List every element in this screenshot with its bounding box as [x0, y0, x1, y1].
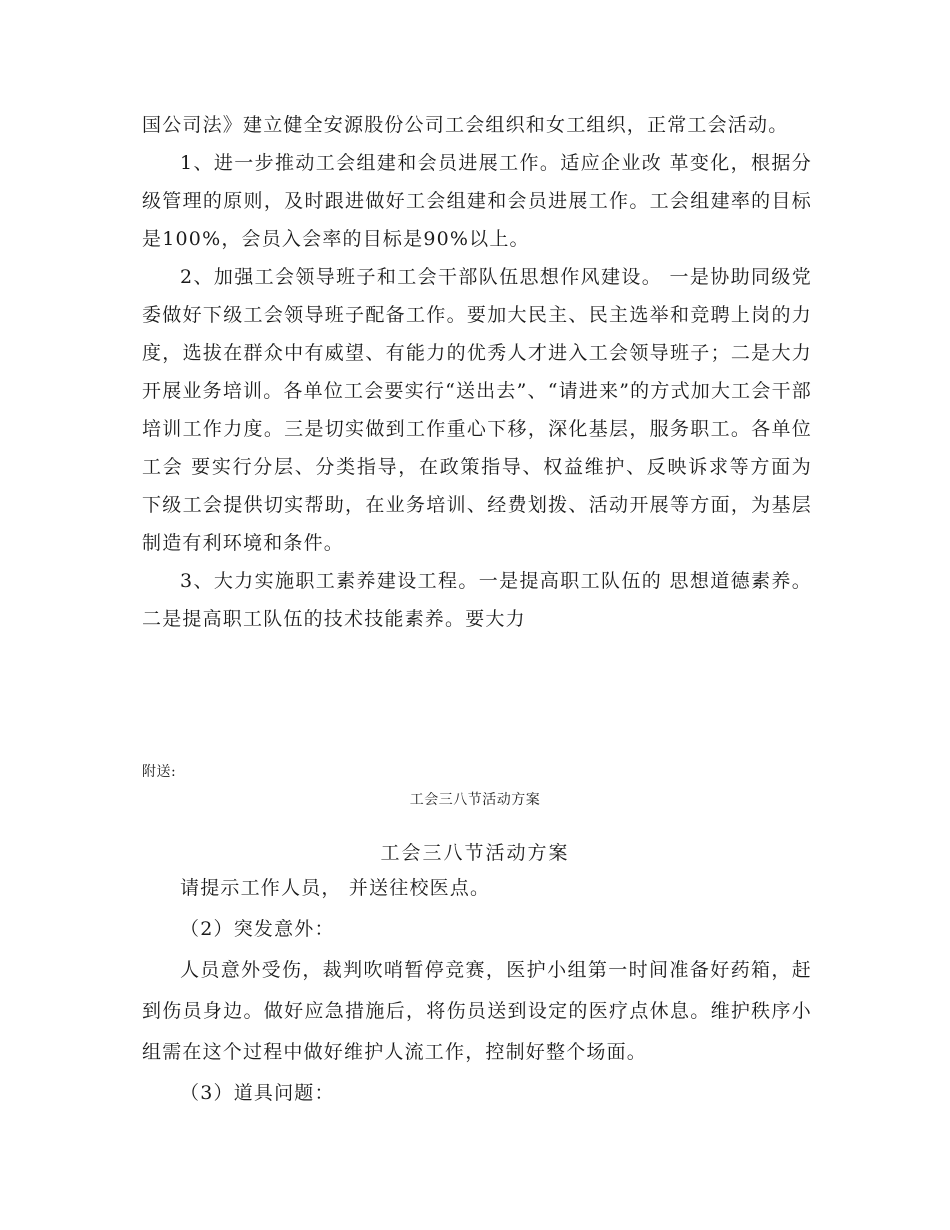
- section-title: 工会三八节活动方案: [380, 842, 570, 864]
- paragraph-item-2: 2、加强工会领导班子和工会干部队伍思想作风建设。 一是协助同级党委做好下级工会领导班子配备工作。要加大民主、民主选举和竞聘上岗的力度，选拔在群众中有威望、有能力的优秀人才进入工会领导班子；二是大力开展业务培训。各单位工会要实行“送出去”、“请进来”的方式加大工会干部培训工作力度。三是切实做到工作重心下移，深化基层，服务职工。各单位工会 要实行分层、分类指导，在政策指导、权益维护、反映诉求等方面为下级工会提供切实帮助，在业务培训、经费划拨、活动开展等方面，为基层制造有利环境和条件。: [142, 266, 812, 554]
- paragraph-item-1: 1、进一步推动工会组建和会员进展工作。适应企业改 革变化，根据分级管理的原则，及时跟进做好工会组建和会员进展工作。工会组建率的目标是100%，会员入会率的目标是90%以上。: [142, 152, 812, 250]
- section-paragraph-1: 请提示工作人员， 并送往校医点。: [180, 877, 491, 899]
- section-paragraph-3: 人员意外受伤，裁判吹哨暂停竞赛，医护小组第一时间准备好药箱，赶到伤员身边。做好应急措施后，将伤员送到设定的医疗点休息。维护秩序小组需在这个过程中做好维护人流工作，控制好整个场面。: [142, 959, 812, 1063]
- section-text-block: [142, 868, 812, 1114]
- main-text-block: [142, 106, 812, 638]
- appendix-label: 附送:: [142, 764, 177, 780]
- appendix-title: 工会三八节活动方案: [409, 792, 541, 808]
- paragraph-continuation: 国公司法》建立健全安源股份公司工会组织和女工组织，正常工会活动。: [142, 114, 789, 136]
- section-paragraph-2: （2）突发意外：: [180, 918, 335, 940]
- section-paragraph-4: （3）道具问题：: [180, 1082, 335, 1104]
- paragraph-item-3: 3、大力实施职工素养建设工程。一是提高职工队伍的 思想道德素养。二是提高职工队伍的技术技能素养。要大力: [142, 570, 812, 630]
